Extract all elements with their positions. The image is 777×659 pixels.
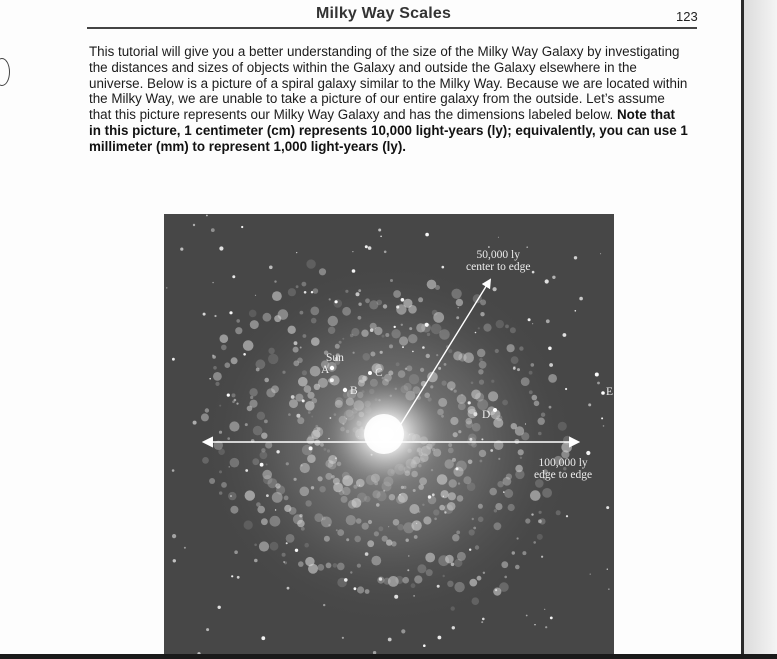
scale-note: Note that in this picture, 1 centimeter (cm) represents 10,000 light-years (ly); equivalently, you can use 1 millimeter (mm) to represent 1,000 light-years (ly). [89,107,688,154]
point-a-label: A [321,364,330,376]
binding-mark [0,58,10,86]
intro-text: This tutorial will give you a better understanding of the size of the Milky Way Galaxy by investigating the distances and sizes of objects within the Galaxy and outside the Galaxy elsewhere in the universe. Below is a picture of a spiral galaxy similar to the Milky Way. Because we are located within the Milky Way, we are unable to take a picture of our entire galaxy from the outside. Let’s assume that this picture represents our Milky Way Galaxy and has the dimensions labeled below. [89,44,688,123]
point-b-label: B [350,385,358,397]
page-title: Milky Way Scales [316,5,452,22]
diameter-label [534,457,592,481]
page-number: 123 [676,9,698,24]
diameter-distance: 100,000 ly [538,457,588,469]
diameter-caption: edge to edge [534,469,593,481]
page-edge-shadow [744,0,777,659]
galaxy-image [164,214,614,656]
point-d-marker [493,408,497,412]
header-rule [87,27,697,29]
intro-paragraph [89,44,689,155]
radius-distance: 50,000 ly [476,249,520,261]
point-e-label: E [606,386,614,398]
point-b-marker [343,388,347,392]
sun-marker [330,366,334,370]
point-e-marker [601,391,605,395]
radius-label [466,249,531,273]
point-c-label: C [375,367,383,379]
sun-label: Sun [326,352,344,364]
galaxy-figure [164,214,614,656]
page-bottom-edge [0,654,777,659]
point-d-label: D [482,409,491,421]
point-c-marker [368,371,372,375]
radius-caption: center to edge [466,261,531,273]
